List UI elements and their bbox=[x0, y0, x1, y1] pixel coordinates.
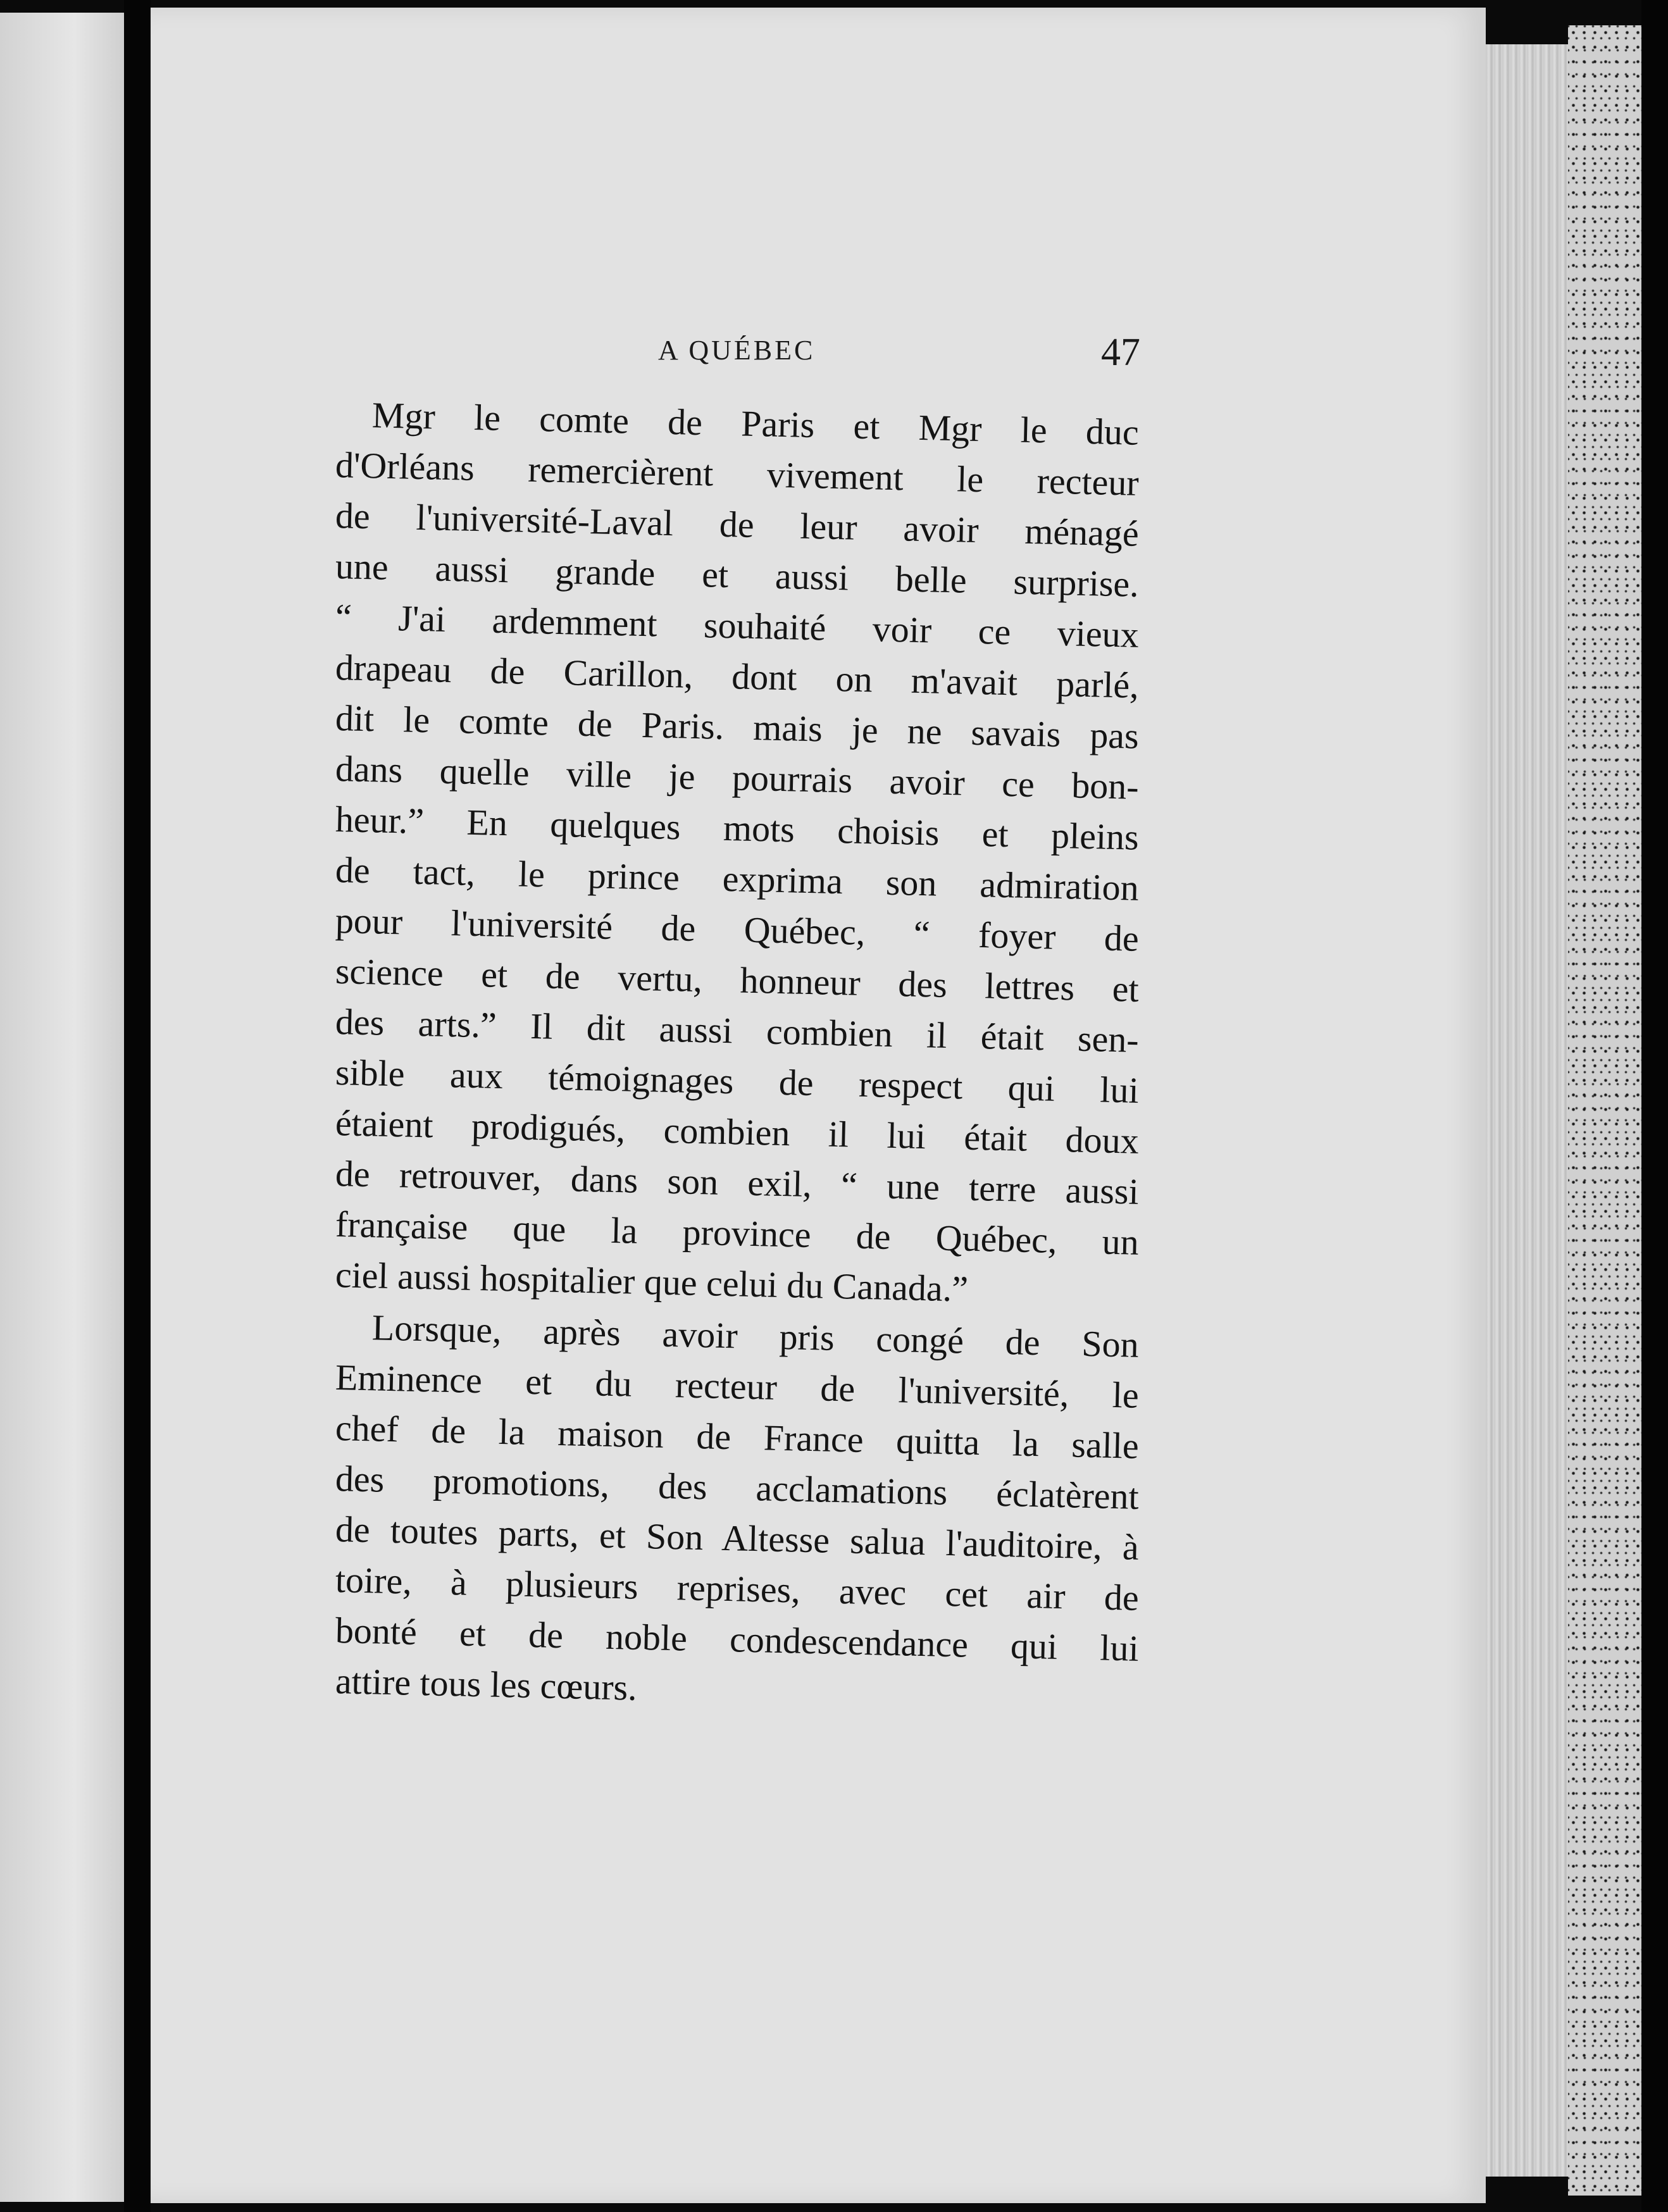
text-line: de toutes parts, et Son Altesse salua l'auditoire, à bbox=[335, 1508, 1140, 1568]
running-head: A QUÉBEC bbox=[658, 335, 816, 366]
body-text bbox=[335, 389, 1139, 1706]
text-line: dit le comte de Paris. mais je ne savais pas bbox=[335, 697, 1140, 757]
text-line: de retrouver, dans son exil, “ une terre aussi bbox=[335, 1153, 1140, 1212]
text-line: pour l'université de Québec, “ foyer de bbox=[335, 900, 1140, 959]
text-line: drapeau de Carillon, dont on m'avait parlé, bbox=[335, 647, 1140, 706]
text-line: de l'université-Laval de leur avoir ménagé bbox=[335, 495, 1140, 554]
text-line: Eminence et du recteur de l'université, le bbox=[335, 1357, 1140, 1416]
text-line: sible aux témoignages de respect qui lui bbox=[335, 1052, 1140, 1111]
text-line: des arts.” Il dit aussi combien il était sen- bbox=[335, 1001, 1140, 1060]
text-line: dans quelle ville je pourrais avoir ce bon- bbox=[335, 748, 1140, 807]
page-number: 47 bbox=[1101, 331, 1140, 374]
text-line: d'Orléans remercièrent vivement le recteur bbox=[335, 444, 1140, 504]
text-line: Lorsque, après avoir pris congé de Son bbox=[371, 1307, 1140, 1365]
page-edges bbox=[1486, 44, 1568, 2177]
text-line: heur.” En quelques mots choisis et pleins bbox=[335, 798, 1140, 858]
text-line: science et de vertu, honneur des lettres et bbox=[335, 950, 1140, 1010]
text-line: attire tous les cœurs. bbox=[335, 1660, 638, 1708]
text-line: de tact, le prince exprima son admiration bbox=[335, 849, 1140, 909]
text-line: bonté et de noble condescendance qui lui bbox=[335, 1610, 1140, 1669]
text-line: Mgr le comte de Paris et Mgr le duc bbox=[371, 394, 1140, 453]
text-line: ciel aussi hospitalier que celui du Canada.” bbox=[335, 1254, 969, 1310]
left-facing-page bbox=[0, 13, 124, 2202]
text-line: une aussi grande et aussi belle surprise. bbox=[335, 545, 1140, 605]
scan-border bbox=[1641, 0, 1668, 2212]
text-line: étaient prodigués, combien il lui était doux bbox=[335, 1102, 1140, 1162]
text-line: chef de la maison de France quitta la salle bbox=[335, 1407, 1140, 1467]
book-gutter bbox=[124, 0, 151, 2212]
speckled-book-edge bbox=[1568, 25, 1641, 2196]
text-line: française que la province de Québec, un bbox=[335, 1203, 1140, 1263]
text-line: toire, à plusieurs reprises, avec cet air de bbox=[335, 1559, 1140, 1619]
text-line: “ J'ai ardemment souhaité voir ce vieux bbox=[335, 596, 1140, 656]
text-line: des promotions, des acclamations éclatèrent bbox=[335, 1458, 1140, 1517]
